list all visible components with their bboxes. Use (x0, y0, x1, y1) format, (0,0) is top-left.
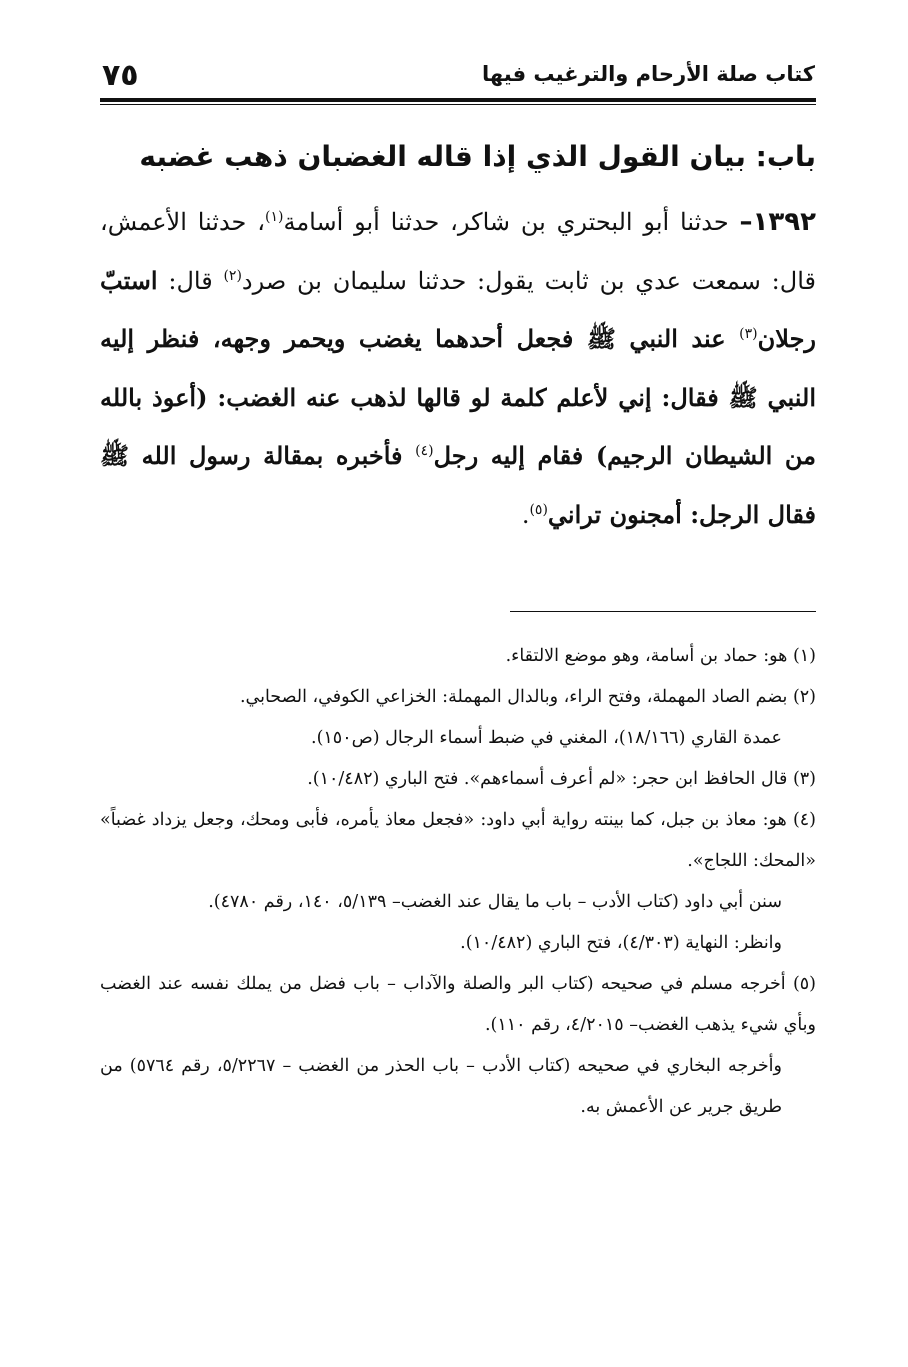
footnote-2-continuation: عمدة القاري (١٨/١٦٦)، المغني في ضبط أسماء الرجال (ص١٥٠). (311, 728, 782, 748)
header-rule-thin (100, 104, 816, 105)
matn-part-3: فأخبره بمقالة رسول الله ﷺ فقال الرجل: أمجنون تراني (100, 441, 816, 529)
header-rule-thick (100, 98, 816, 102)
footnote-ref-5: (٥) (529, 501, 548, 518)
matn-part-1: استبّ رجلان (100, 265, 816, 353)
footnote-4-continuation-2: وانظر: النهاية (٤/٣٠٣)، فتح الباري (١٠/٤٨٢). (460, 933, 782, 953)
footnote-number: (١) (792, 646, 816, 666)
footnote-number: (٣) (792, 769, 816, 789)
footnotes (100, 636, 816, 1128)
hadith-number: ١٣٩٢– (739, 207, 817, 237)
chapter-heading (100, 140, 816, 173)
chapter-title: بيان القول الذي إذا قاله الغضبان ذهب غضبه (139, 140, 746, 173)
footnote-5-continuation: وأخرجه البخاري في صحيحه (كتاب الأدب – باب الحذر من الغضب – ٥/٢٢٦٧، رقم ٥٧٦٤) من طريق جرير عن الأعمش به. (100, 1056, 782, 1117)
isnad-part-3: قال: (157, 266, 224, 295)
footnote-number: (٢) (792, 687, 816, 707)
running-header (100, 58, 815, 98)
footnote-5 (100, 964, 816, 1046)
footnote-text: أخرجه مسلم في صحيحه (كتاب البر والصلة والآداب – باب فضل من يملك نفسه عند الغضب وبأي شيء يذهب الغضب– ٤/٢٠١٥، رقم ١١٠). (100, 974, 816, 1035)
footnote-3 (100, 759, 816, 800)
footnote-text: هو: معاذ بن جبل، كما بينته رواية أبي داود: «فجعل معاذ يأمره، فأبى ومحك، وجعل يزداد غضباً» «المحك: اللجاج». (100, 810, 816, 871)
footnote-2 (100, 677, 816, 718)
footnote-1 (100, 636, 816, 677)
running-title: كتاب صلة الأرحام والترغيب فيها (482, 62, 815, 86)
footnote-text: بضم الصاد المهملة، وفتح الراء، وبالدال المهملة: الخزاعي الكوفي، الصحابي. (239, 687, 788, 707)
hadith-text (100, 194, 816, 544)
footnote-4-continuation-1: سنن أبي داود (كتاب الأدب – باب ما يقال عند الغضب– ٥/١٣٩، ١٤٠، رقم ٤٧٨٠). (208, 892, 782, 912)
footnote-ref-4: (٤) (415, 443, 434, 459)
hadith-end: . (521, 500, 530, 529)
footnote-4 (100, 800, 816, 882)
matn-part-2: عند النبي ﷺ فجعل أحدهما يغضب ويحمر وجهه، فنظر إليه النبي ﷺ فقال: إني لأعلم كلمة لو قالها لذهب عنه الغضب: (أعوذ بالله من الشيطان الرجيم) فقام إليه رجل (100, 324, 817, 470)
footnote-text: هو: حماد بن أسامة، وهو موضع الالتقاء. (505, 646, 788, 666)
footnote-number: (٤) (792, 810, 816, 830)
footnote-ref-2: (٢) (223, 267, 242, 284)
footnote-ref-3: (٣) (739, 326, 758, 342)
footnote-text: قال الحافظ ابن حجر: «لم أعرف أسماءهم». فتح الباري (١٠/٤٨٢). (307, 769, 788, 789)
footnote-separator (510, 611, 816, 612)
footnote-ref-1: (١) (264, 209, 284, 225)
chapter-label: باب: (755, 140, 816, 173)
isnad-part-1: حدثنا أبو البحتري بن شاكر، حدثنا أبو أسامة (283, 208, 729, 236)
page-number: ٧٥ (102, 58, 139, 93)
footnote-number: (٥) (792, 974, 816, 994)
isnad-part-2: ، حدثنا الأعمش، قال: سمعت عدي بن ثابت يقول: حدثنا سليمان بن صرد (100, 208, 816, 295)
